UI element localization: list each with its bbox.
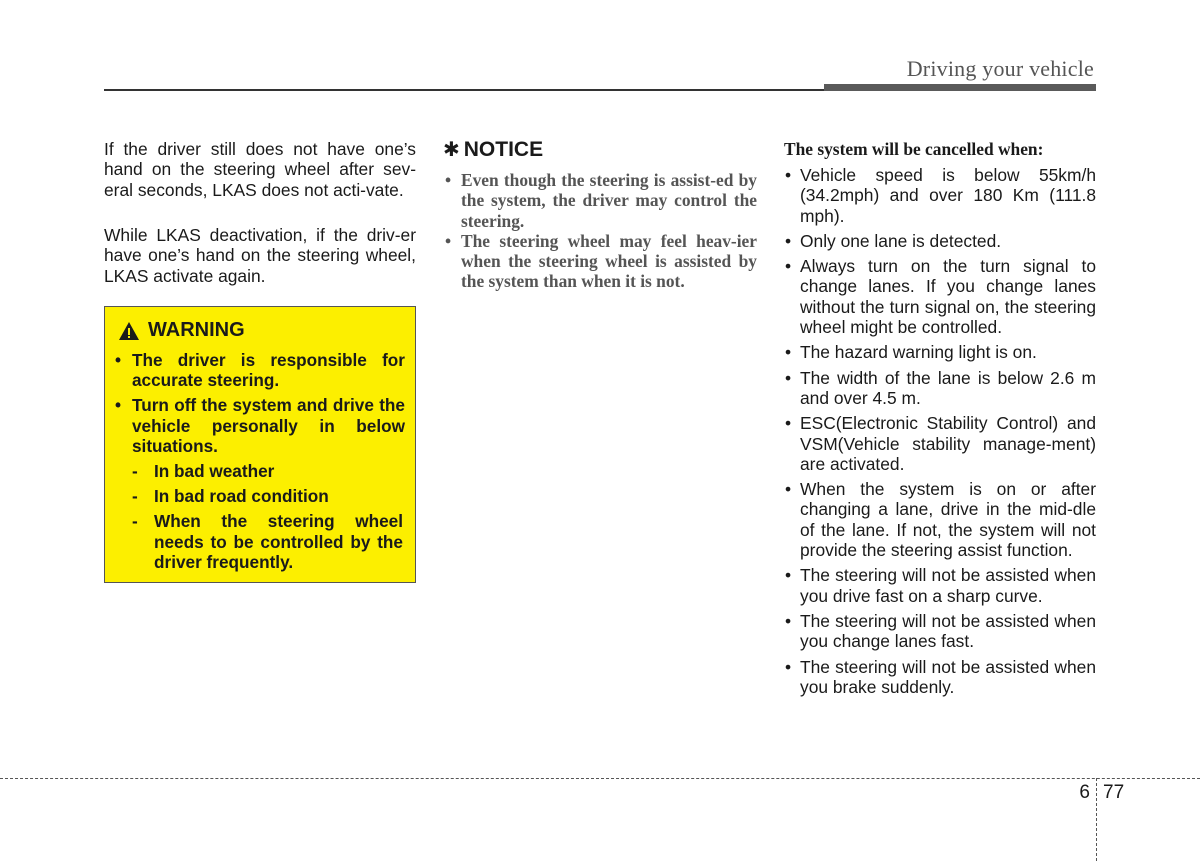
- warning-triangle-icon: [118, 321, 140, 341]
- header-rule: [104, 89, 824, 91]
- warning-label: WARNING: [148, 319, 245, 341]
- warning-sub-item: [115, 461, 405, 481]
- warning-sub-item-text: In bad weather: [154, 461, 275, 482]
- section-heading: The system will be cancelled when:: [784, 139, 1044, 159]
- paragraph-text: If the driver still does not have one’s hand on the steering wheel after sev-eral seconds, LKAS does not acti-vate.: [104, 139, 416, 200]
- footer-rule: [0, 778, 1200, 779]
- header-rule-accent: [824, 84, 1096, 91]
- list-item: • Always turn on the turn signal to change lanes. If you change lanes without the turn signal on, the steering wheel might be controlled.: [784, 256, 1096, 337]
- dash-marker: -: [132, 511, 138, 532]
- notice-label: NOTICE: [463, 137, 544, 161]
- notice-heading: [443, 137, 757, 162]
- notice-item: • Even though the steering is assist-ed by the system, the driver may control the steering.: [443, 170, 757, 231]
- list-item: • The hazard warning light is on.: [784, 342, 1096, 362]
- footer-divider: [1096, 778, 1097, 861]
- warning-heading: [115, 319, 405, 342]
- list-item: • When the system is on or after changing a lane, drive in the mid-dle of the lane. If not, the system will not provide the steering assist function.: [784, 479, 1096, 560]
- notice-item: • The steering wheel may feel heav-ier when the steering wheel is assisted by the system than when it is not.: [443, 231, 757, 292]
- list-item: • Only one lane is detected.: [784, 231, 1096, 251]
- list-item: • The steering will not be assisted when you change lanes fast.: [784, 611, 1096, 652]
- page-number: 77: [1103, 782, 1125, 803]
- notice-section: [443, 137, 757, 292]
- header-title: Driving your vehicle: [906, 56, 1094, 81]
- paragraph-text: While LKAS deactivation, if the driv-er have one’s hand on the steering wheel, LKAS activate again.: [104, 225, 416, 286]
- paragraph-lkas-no-hand: [104, 139, 416, 200]
- warning-sub-item: [115, 511, 405, 572]
- cancel-conditions-section: [784, 139, 1096, 702]
- warning-sub-item: [115, 486, 405, 506]
- asterisk-icon: ✱: [443, 139, 460, 161]
- warning-sub-item-text: When the steering wheel needs to be controlled by the driver frequently.: [154, 511, 403, 572]
- list-item: • The width of the lane is below 2.6 m and over 4.5 m.: [784, 368, 1096, 409]
- warning-item: • Turn off the system and drive the vehicle personally in below situations.: [115, 395, 405, 456]
- paragraph-lkas-reactivate: [104, 225, 416, 286]
- chapter-number: 6: [1079, 782, 1090, 803]
- list-item: • The steering will not be assisted when you drive fast on a sharp curve.: [784, 565, 1096, 606]
- warning-sub-item-text: In bad road condition: [154, 486, 329, 507]
- warning-box: [104, 306, 416, 583]
- dash-marker: -: [132, 486, 138, 507]
- dash-marker: -: [132, 461, 138, 482]
- list-item: • Vehicle speed is below 55km/h (34.2mph) and over 180 Km (111.8 mph).: [784, 165, 1096, 226]
- warning-item: • The driver is responsible for accurate steering.: [115, 350, 405, 390]
- list-item: • ESC(Electronic Stability Control) and VSM(Vehicle stability manage-ment) are activated.: [784, 413, 1096, 474]
- list-item: • The steering will not be assisted when you brake suddenly.: [784, 657, 1096, 698]
